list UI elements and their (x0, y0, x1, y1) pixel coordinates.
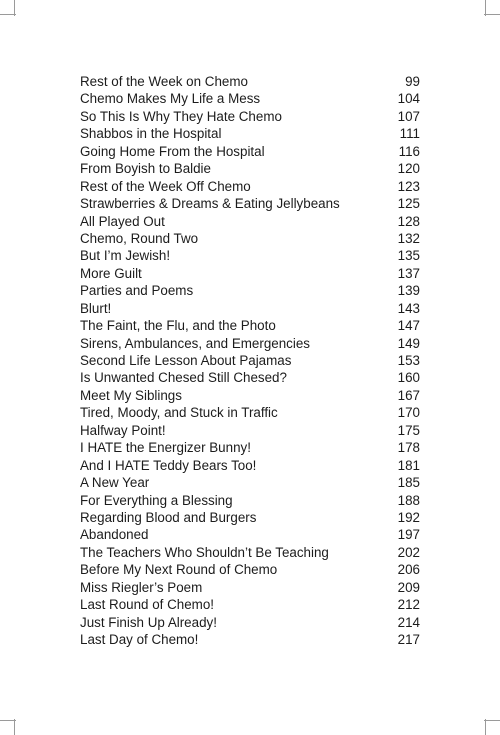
toc-entry (80, 387, 420, 404)
toc-entry-title: A New Year (80, 475, 150, 491)
crop-mark-bottom-left (14, 719, 15, 735)
crop-mark-top-left-horizontal (0, 14, 16, 15)
toc-entry-page-number: 111 (399, 126, 420, 142)
toc-entry-page-number: 125 (397, 196, 420, 212)
toc-entry-title: From Boyish to Baldie (80, 161, 211, 177)
toc-entry-page-number: 128 (397, 213, 420, 229)
toc-entry (80, 579, 420, 596)
toc-entry-title: The Teachers Who Shouldn’t Be Teaching (80, 544, 329, 560)
toc-entry-title: Parties and Poems (80, 283, 194, 299)
toc-entry-page-number: 123 (397, 178, 420, 194)
toc-entry (80, 282, 420, 299)
toc-entry (80, 265, 420, 282)
toc-entry-page-number: 139 (397, 283, 420, 299)
toc-entry-page-number: 178 (397, 440, 420, 456)
toc-entry-page-number: 104 (397, 91, 420, 107)
toc-entry-title: But I’m Jewish! (80, 248, 171, 264)
toc-entry (80, 195, 420, 212)
toc-entry (80, 492, 420, 509)
toc-entry-page-number: 206 (397, 562, 420, 578)
toc-entry-title: Sirens, Ambulances, and Emergencies (80, 335, 310, 351)
crop-mark-bottom-right (485, 719, 486, 735)
toc-entry-title: Abandoned (80, 527, 149, 543)
toc-entry-title: And I HATE Teddy Bears Too! (80, 457, 257, 473)
toc-entry-page-number: 132 (397, 230, 420, 246)
toc-entry-page-number: 99 (405, 74, 420, 89)
toc-entry-page-number: 116 (398, 143, 420, 159)
toc-entry-page-number: 209 (397, 579, 420, 595)
toc-entry-title: Last Day of Chemo! (80, 632, 199, 647)
toc-entry (80, 561, 420, 578)
toc-entry-title: More Guilt (80, 265, 142, 281)
toc-entry (80, 90, 420, 107)
toc-entry (80, 73, 420, 90)
toc-entry (80, 631, 420, 648)
toc-entry-title: Chemo, Round Two (80, 230, 199, 246)
toc-entry (80, 160, 420, 177)
toc-entry-title: Regarding Blood and Burgers (80, 509, 257, 525)
toc-entry (80, 178, 420, 195)
table-of-contents (80, 73, 420, 648)
toc-entry-page-number: 160 (397, 370, 420, 386)
toc-entry (80, 614, 420, 631)
toc-entry (80, 300, 420, 317)
toc-entry (80, 457, 420, 474)
toc-entry-title: Tired, Moody, and Stuck in Traffic (80, 405, 278, 421)
toc-entry (80, 596, 420, 613)
crop-mark-bottom-right-horizontal (484, 720, 500, 721)
toc-entry-page-number: 202 (397, 544, 420, 560)
toc-entry-title: Halfway Point! (80, 422, 166, 438)
toc-entry (80, 108, 420, 125)
crop-mark-bottom-left-horizontal (0, 720, 16, 721)
toc-entry-title: Second Life Lesson About Pajamas (80, 353, 292, 368)
toc-entry-page-number: 214 (397, 614, 420, 630)
toc-entry-title: Before My Next Round of Chemo (80, 562, 278, 578)
toc-entry-title: Chemo Makes My Life a Mess (80, 91, 261, 107)
toc-entry (80, 404, 420, 421)
toc-entry-title: I HATE the Energizer Bunny! (80, 440, 251, 456)
toc-entry-page-number: 170 (397, 405, 420, 421)
toc-entry (80, 143, 420, 160)
toc-entry (80, 317, 420, 334)
toc-entry-title: Is Unwanted Chesed Still Chesed? (80, 370, 287, 386)
toc-entry-page-number: 137 (397, 265, 420, 281)
toc-entry-title: Going Home From the Hospital (80, 143, 265, 159)
toc-entry-title: The Faint, the Flu, and the Photo (80, 318, 276, 334)
crop-mark-top-right-horizontal (484, 14, 500, 15)
toc-entry (80, 230, 420, 247)
toc-entry-page-number: 143 (397, 300, 420, 316)
toc-entry (80, 422, 420, 439)
toc-entry-title: Miss Riegler’s Poem (80, 579, 203, 595)
toc-entry-page-number: 167 (397, 387, 420, 403)
toc-entry-page-number: 135 (397, 248, 420, 264)
toc-entry-title: All Played Out (80, 213, 165, 229)
toc-entry (80, 509, 420, 526)
toc-entry-page-number: 212 (397, 597, 420, 613)
toc-entry-page-number: 188 (397, 492, 420, 508)
toc-entry (80, 335, 420, 352)
toc-entry-title: Just Finish Up Already! (80, 614, 217, 630)
toc-entry (80, 474, 420, 491)
toc-entry (80, 213, 420, 230)
toc-entry (80, 439, 420, 456)
toc-entry-title: Meet My Siblings (80, 387, 182, 403)
toc-entry-page-number: 107 (397, 108, 420, 124)
toc-entry (80, 369, 420, 386)
toc-entry-page-number: 120 (397, 161, 420, 177)
toc-entry (80, 526, 420, 543)
toc-entry-title: So This Is Why They Hate Chemo (80, 108, 282, 124)
toc-entry-title: Rest of the Week Off Chemo (80, 178, 251, 194)
toc-entry-title: Rest of the Week on Chemo (80, 74, 248, 89)
toc-entry-page-number: 197 (397, 527, 420, 543)
toc-entry-page-number: 153 (397, 353, 420, 368)
toc-entry-title: For Everything a Blessing (80, 492, 233, 508)
toc-entry-title: Strawberries & Dreams & Eating Jellybeans (80, 196, 340, 212)
toc-entry-page-number: 147 (397, 318, 420, 334)
toc-entry-page-number: 149 (397, 335, 420, 351)
toc-entry-page-number: 217 (397, 632, 420, 647)
toc-entry-page-number: 185 (397, 475, 420, 491)
toc-entry-page-number: 175 (397, 422, 420, 438)
toc-entry (80, 352, 420, 369)
toc-entry (80, 125, 420, 142)
toc-entry-page-number: 192 (397, 509, 420, 525)
toc-entry-title: Blurt! (80, 300, 112, 316)
toc-entry-title: Last Round of Chemo! (80, 597, 214, 613)
toc-entry (80, 247, 420, 264)
toc-entry-page-number: 181 (397, 457, 420, 473)
toc-entry-title: Shabbos in the Hospital (80, 126, 222, 142)
toc-entry (80, 544, 420, 561)
